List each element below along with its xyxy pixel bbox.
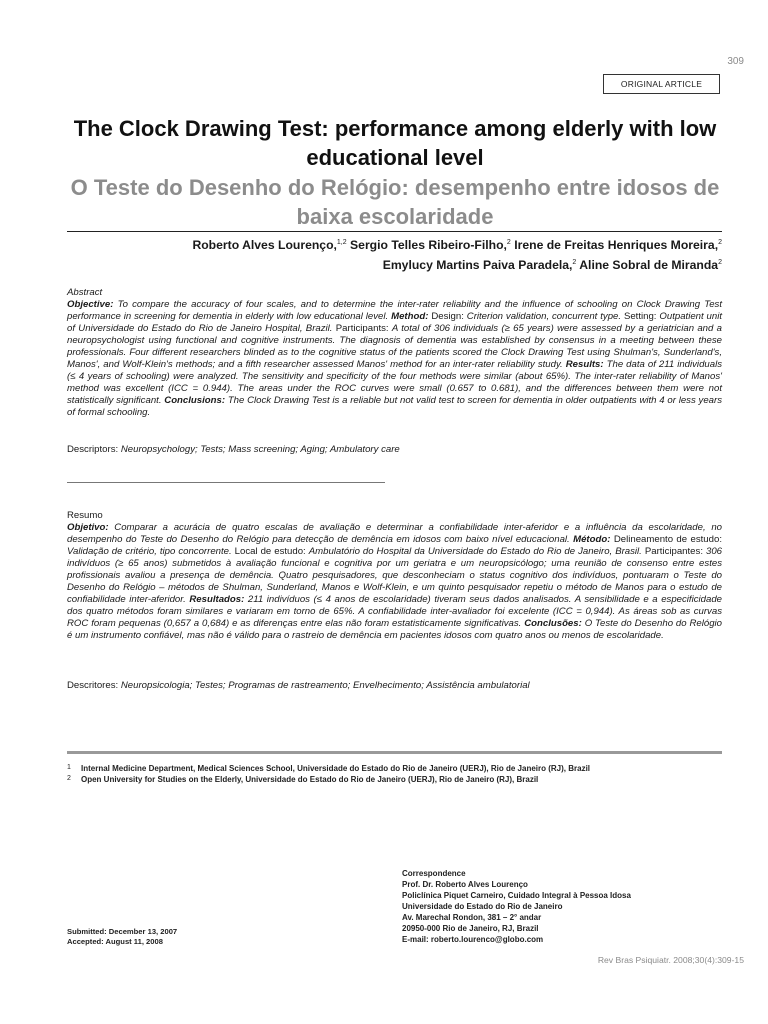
author-affiliation: 1,2 [336, 239, 347, 246]
metodo-label: Método: [573, 534, 611, 545]
submission-dates [67, 927, 177, 947]
author-affiliation: 2 [718, 259, 722, 266]
correspondence-line: 20950-000 Rio de Janeiro, RJ, Brazil [402, 924, 539, 933]
participantes-text: 306 indivíduos (≥ 65 anos) submetidos à avaliação funcional e cognitiva por um geriatra e um neuropsicólogo; uma reunião de consenso entre estes profissionais avaliou a presença de demência. Quatro pesquisadores, que desconheciam o status cognitivo dos indivíduos, pontuaram o Teste do Desenho do Relógio – métodos de Shulman, Sunderland, Manos e Wolf-Klein, e um quinto pesquisador repetiu o método de Manos para o estudo de confiabilidade inter-aferidor. [67, 546, 722, 605]
conclusions-text: The Clock Drawing Test is a reliable but not valid test to screen for dementia in older outpatients with 4 or less years of formal schooling. [67, 395, 722, 418]
author-name: Aline Sobral de Miranda [579, 258, 719, 272]
footnote-marker: 1 [67, 764, 71, 771]
section-divider [67, 482, 385, 483]
author-line-1 [60, 234, 722, 254]
footnote-marker: 2 [67, 775, 71, 782]
correspondence-email[interactable]: E-mail: roberto.lourenco@globo.com [402, 935, 544, 944]
accepted-date: Accepted: August 11, 2008 [67, 937, 163, 946]
author-affiliation: 2 [718, 239, 722, 246]
footnote [67, 773, 722, 785]
conclusoes-text: O Teste do Desenho do Relógio é um instrumento confiável, mas não é válido para o rastreio de demência em pacientes idosos com quatro anos ou menos de escolaridade. [67, 618, 723, 641]
page-number: 309 [727, 56, 744, 67]
footnote-text: Internal Medicine Department, Medical Sciences School, Universidade do Estado do Rio de Janeiro (UERJ), Rio de Janeiro (RJ), Brazil [81, 764, 591, 773]
objective-label: Objective: [67, 299, 114, 310]
abstract-body [67, 299, 722, 419]
correspondence-line: Av. Marechal Rondon, 381 – 2° andar [402, 913, 542, 922]
title-divider [67, 231, 722, 232]
setting-label: Setting: [623, 311, 657, 322]
delineamento-label: Delineamento de estudo: [613, 534, 722, 545]
local-label: Local de estudo: [234, 546, 306, 557]
resultados-text: 211 indivíduos (≤ 4 anos de escolaridade) tiveram seus dados analisados. A sensibilidade e a especificidade dos quatro métodos foram similares e variaram em torno de 65%. A confiabilidade inter-avaliador foi excelente (ICC = 0,944). As áreas sob as curvas ROC foram pequenas (0,657 a 0,684) e as diferenças entre elas não foram estatisticamente significativas. [67, 594, 722, 629]
results-label: Results: [565, 359, 604, 370]
author-name: Emylucy Martins Paiva Paradela, [382, 258, 573, 272]
setting-text: Outpatient unit of Universidade do Estado do Rio de Janeiro Hospital, Brazil. [67, 311, 723, 334]
correspondence-line: Policlínica Piquet Carneiro, Cuidado Integral à Pessoa Idosa [402, 891, 631, 900]
participantes-label: Participantes: [644, 546, 703, 557]
resultados-label: Resultados: [189, 594, 245, 605]
correspondence-line: Prof. Dr. Roberto Alves Lourenço [402, 880, 528, 889]
descritores-text: Neuropsicologia; Testes; Programas de rastreamento; Envelhecimento; Assistência ambulatorial [120, 680, 530, 691]
author-name: Sergio Telles Ribeiro-Filho, [350, 238, 507, 252]
author-affiliation: 2 [572, 259, 577, 266]
journal-citation: Rev Bras Psiquiatr. 2008;30(4):309-15 [597, 955, 744, 965]
method-label: Method: [391, 311, 429, 322]
results-text: The data of 211 individuals (≤ 4 years of schooling) were analyzed. The sensitivity and specificity of the four methods were similar (about 65%). The inter-rater reliability of Manos' method was excellent (ICC = 0.944). The areas under the ROC curves were small (0.657 to 0.681), and the differences between them were not statistically significant. [67, 359, 722, 406]
conclusions-label: Conclusions: [164, 395, 226, 406]
descritores-label: Descritores: [67, 680, 119, 691]
objective-text: To compare the accuracy of four scales, and to determine the inter-rater reliability and the influence of schooling on Clock Drawing Test performance in screening for dementia in elderly with low educational level. [67, 299, 722, 322]
author-line-2 [60, 254, 722, 274]
resumo-heading: Resumo [67, 510, 103, 521]
author-list [60, 234, 722, 274]
objetivo-label: Objetivo: [67, 522, 109, 533]
resumo-section [67, 510, 722, 642]
correspondence-line: Universidade do Estado do Rio de Janeiro [402, 902, 563, 911]
design-text: Criterion validation, concurrent type. [466, 311, 622, 322]
correspondence-heading: Correspondence [402, 869, 466, 878]
abstract-section [67, 287, 722, 419]
author-name: Irene de Freitas Henriques Moreira, [514, 238, 719, 252]
submitted-date: Submitted: December 13, 2007 [67, 927, 178, 936]
correspondence-block [402, 868, 631, 945]
descriptors-text: Neuropsychology; Tests; Mass screening; Aging; Ambulatory care [120, 444, 400, 455]
footnote-text: Open University for Studies on the Elderly, Universidade do Estado do Rio de Janeiro (UERJ), Rio de Janeiro (RJ), Brazil [81, 775, 539, 784]
conclusoes-label: Conclusões: [524, 618, 582, 629]
title-portuguese: O Teste do Desenho do Relógio: desempenho entre idosos de baixa escolaridade [70, 175, 720, 229]
title-english: The Clock Drawing Test: performance among elderly with low educational level [73, 116, 717, 170]
objetivo-text: Comparar a acurácia de quatro escalas de avaliação e determinar a confiabilidade inter-aferidor e a influência da escolaridade, no desempenho do Teste do Desenho do Relógio para detecção de demência em idosos com baixo nível educacional. [67, 522, 722, 545]
footnote-divider [67, 751, 722, 754]
descriptors-label: Descriptors: [67, 444, 119, 455]
participants-text: A total of 306 individuals (≥ 65 years) were assessed by a geriatrician and a neuropsychologist using functional and cognitive instruments. The diagnosis of dementia was established by consensus in a meeting between these professionals. Four different researchers blinded as to the cognitive status of the patients scored the Clock Drawing Test using Shulman's, Sunderland's, Manos', and Wolf-Klein's methods; and a fifth researcher assessed Manos' method for an inter-rater reliability study. [67, 323, 722, 370]
article-type-label: ORIGINAL ARTICLE [603, 74, 720, 94]
author-name: Roberto Alves Lourenço, [192, 238, 337, 252]
author-affiliation: 2 [506, 239, 511, 246]
resumo-descriptors [67, 680, 722, 692]
resumo-body [67, 522, 722, 642]
abstract-descriptors [67, 444, 722, 456]
local-text: Ambulatório do Hospital da Universidade do Estado do Rio de Janeiro, Brasil. [308, 546, 642, 557]
delineamento-text: Validação de critério, tipo concorrente. [67, 546, 232, 557]
abstract-heading: Abstract [67, 287, 103, 298]
design-label: Design: [431, 311, 464, 322]
participants-label: Participants: [335, 323, 389, 334]
